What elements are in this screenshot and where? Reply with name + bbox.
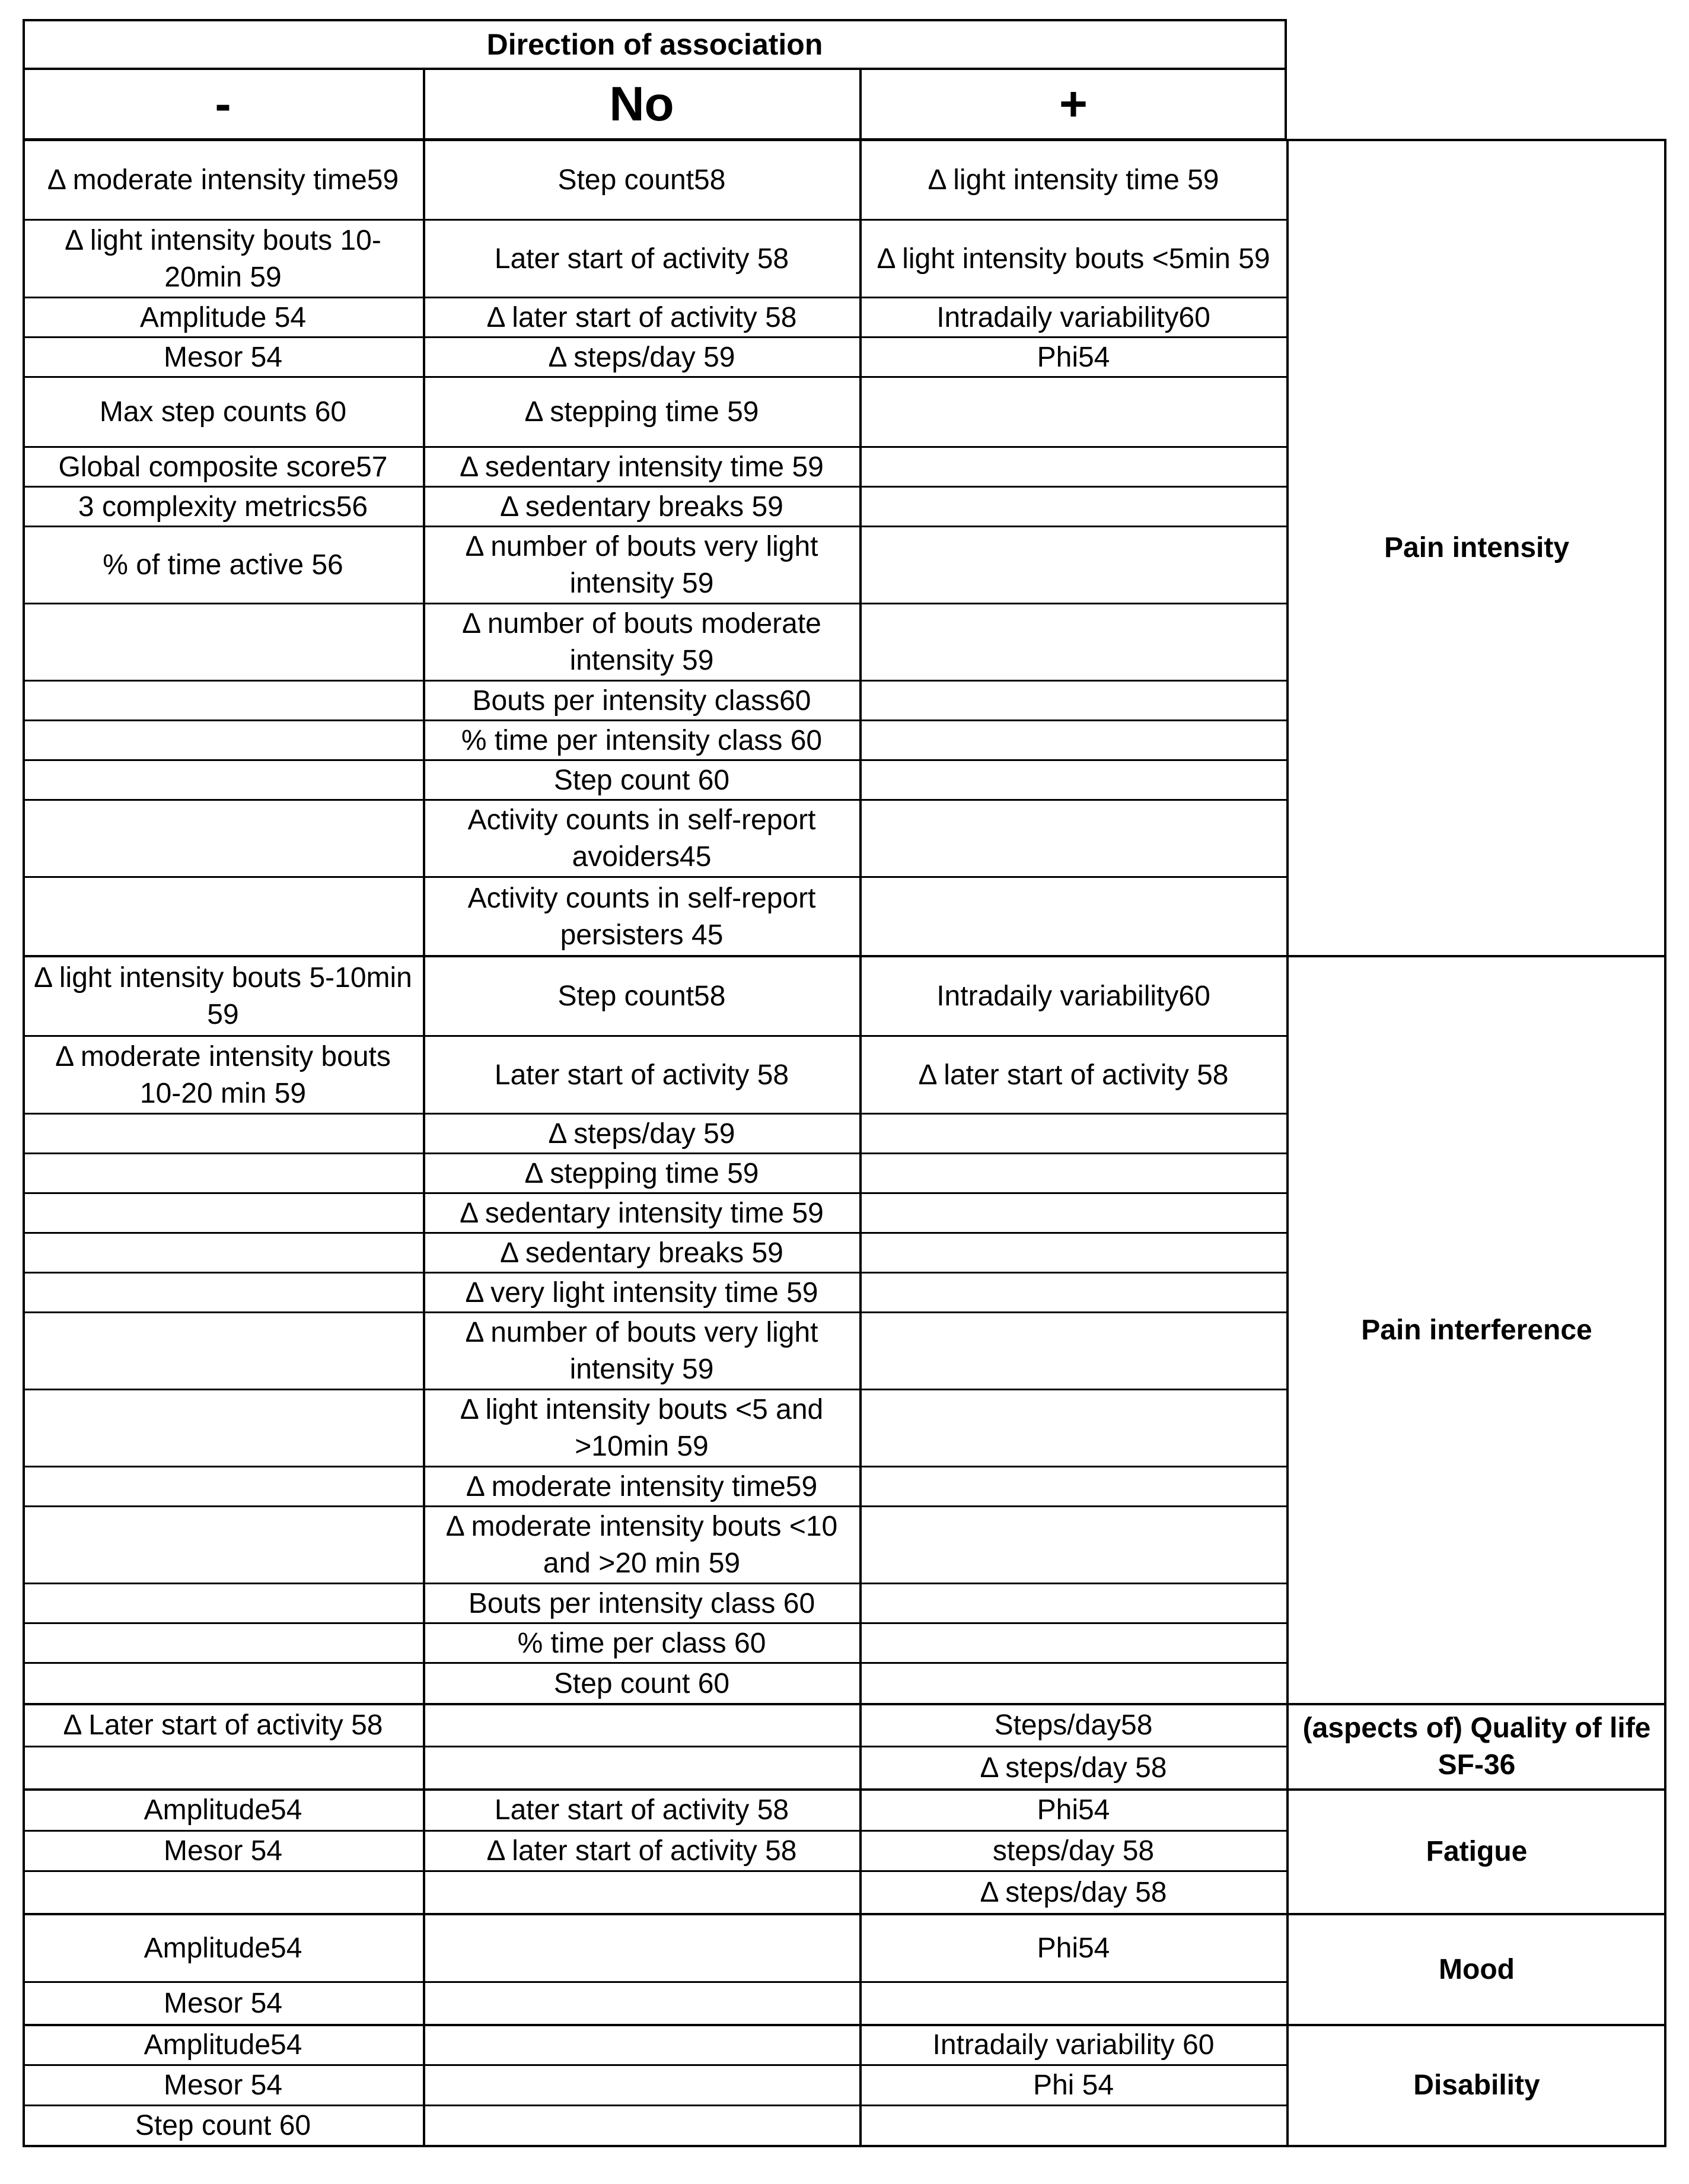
table-cell-no: Step count58 [557,164,726,196]
table-cell-plus: Phi54 [1037,1794,1110,1826]
table-cell-no: Δ number of bouts very light intensity 59 [465,531,818,599]
table-cell-plus [860,1664,1287,1703]
table-cell-minus: Global composite score57 [58,451,388,483]
table-cell-no: Δ number of bouts moderate intensity 59 [462,608,821,676]
outcome-label: Fatigue [1426,1836,1528,1867]
row-line [23,1113,1287,1115]
table-cell-no: Δ moderate intensity bouts <10 and >20 min 59 [445,1511,838,1579]
row-line [23,876,1287,878]
table-cell-plus [860,1585,1287,1622]
table-cell-minus [23,878,423,955]
table-cell-no: Δ steps/day 59 [548,1118,735,1150]
row-line [23,1583,1287,1584]
table-cell-minus: Mesor 54 [163,341,283,373]
row-line [23,526,1287,527]
table-cell-no: Δ number of bouts very light intensity 59 [465,1317,818,1385]
outcome-label: Mood [1439,1953,1515,1985]
row-line [23,680,1287,682]
table-cell-no: Step count 60 [553,1667,730,1699]
table-cell-minus [23,682,423,719]
table-cell-no: Δ stepping time 59 [524,396,759,428]
outcome-label: (aspects of) Quality of life SF-36 [1302,1712,1651,1781]
table-cell-minus [23,801,423,876]
table-cell-no: Δ sedentary intensity time 59 [460,451,824,483]
column-header-plus: + [1059,77,1088,131]
row-line [23,1830,1287,1832]
row-line [23,1389,1287,1390]
table-cell-plus: Δ light intensity bouts <5min 59 [877,243,1270,275]
table-cell-no: Later start of activity 58 [494,1059,789,1091]
table-cell-no: % time per intensity class 60 [461,724,823,756]
table-cell-plus [860,682,1287,719]
table-cell-minus: Amplitude54 [144,1794,302,1826]
table-cell-plus [860,1625,1287,1662]
header-title: Direction of association [486,28,823,61]
table-cell-no [423,1873,860,1913]
row-line [23,376,1287,378]
table-cell-plus: Intradaily variability 60 [932,2029,1215,2061]
table-cell-plus [860,528,1287,603]
table-cell-no: Later start of activity 58 [494,1794,789,1826]
table-cell-no: Δ light intensity bouts <5 and >10min 59 [460,1394,824,1462]
row-line [23,1622,1287,1624]
table-cell-plus [860,878,1287,955]
row-line [23,603,1287,604]
table-cell-plus [860,2107,1287,2145]
table-cell-minus: Mesor 54 [163,1835,283,1867]
table-cell-minus [23,1585,423,1622]
table-cell-plus [860,1274,1287,1311]
table-cell-minus: Amplitude54 [144,2029,302,2061]
table-cell-no [423,1705,860,1746]
table-cell-minus [23,1314,423,1389]
table-cell-plus [860,1155,1287,1192]
table-cell-minus [23,1155,423,1192]
table-cell-minus [23,1195,423,1232]
table-cell-no: Activity counts in self-report avoiders45 [467,804,816,873]
table-cell-minus [23,762,423,799]
row-line [23,1035,1287,1037]
table-cell-no: Δ moderate intensity time59 [466,1470,818,1502]
table-cell-plus: Δ steps/day 58 [980,1877,1167,1908]
row-line [23,1981,1287,1983]
table-cell-minus [23,1274,423,1311]
table-cell-plus [860,378,1287,446]
table-cell-no: Bouts per intensity class60 [472,685,811,717]
table-cell-plus: Phi 54 [1032,2070,1114,2101]
row-line [23,1466,1287,1467]
table-cell-minus [23,605,423,680]
outcome-label: Pain intensity [1384,532,1570,563]
table-cell-plus [860,1115,1287,1153]
row-line [23,1311,1287,1313]
table-cell-plus: Steps/day58 [994,1709,1153,1741]
table-cell-no: Δ later start of activity 58 [486,301,797,333]
row-line [23,1192,1287,1194]
table-cell-minus [23,1391,423,1466]
table-cell-minus: Δ light intensity bouts 5-10min 59 [34,962,412,1030]
row-line [23,2105,1287,2106]
table-cell-minus: 3 complexity metrics56 [78,491,368,523]
row-line [23,1272,1287,1274]
row-line [23,297,1287,298]
table-cell-no [423,2107,860,2145]
table-cell-minus: Δ moderate intensity bouts 10-20 min 59 [55,1040,391,1109]
row-line [23,1662,1287,1664]
table-cell-no: Step count58 [557,980,726,1012]
table-cell-plus [860,1508,1287,1583]
table-cell-plus: steps/day 58 [992,1835,1155,1867]
table-cell-no [423,1748,860,1788]
row-line [23,336,1287,338]
table-cell-no: % time per class 60 [517,1627,766,1659]
table-cell-minus: Δ Later start of activity 58 [63,1709,383,1741]
table-cell-no: Δ sedentary breaks 59 [500,491,783,523]
row-line [23,1505,1287,1507]
table-cell-no [423,2026,860,2064]
table-cell-plus [860,1468,1287,1505]
row-line [23,2064,1287,2066]
row-line [23,759,1287,761]
table-cell-minus [23,1625,423,1662]
table-cell-plus: Δ light intensity time 59 [928,164,1219,196]
table-cell-no: Later start of activity 58 [494,243,789,275]
table-cell-plus [860,488,1287,526]
header-col-line-1 [423,68,425,141]
table-cell-plus: Intradaily variability60 [936,980,1210,1012]
table-cell-plus [860,1195,1287,1232]
table-cell-minus: Δ light intensity bouts 10-20min 59 [65,224,381,293]
outcome-label: Pain interference [1361,1314,1592,1346]
table-cell-plus [860,801,1287,876]
table-cell-no: Δ sedentary breaks 59 [500,1237,783,1269]
table-cell-no: Δ later start of activity 58 [486,1835,797,1867]
table-cell-plus [860,448,1287,486]
header-col-line-2 [859,68,862,141]
table-cell-no: Δ steps/day 59 [548,341,735,373]
column-header-minus: - [215,77,231,131]
row-line [23,799,1287,801]
table-cell-plus: Phi54 [1037,341,1110,373]
table-cell-minus [23,722,423,759]
table-cell-minus: Max step counts 60 [99,396,347,428]
table-cell-minus [23,1748,423,1788]
table-cell-no: Δ sedentary intensity time 59 [460,1197,824,1229]
table-cell-plus [860,722,1287,759]
table-cell-plus [860,762,1287,799]
table-cell-plus [860,605,1287,680]
table-cell-plus: Phi54 [1037,1932,1110,1964]
row-line [23,1153,1287,1154]
table-cell-minus [23,1234,423,1272]
table-cell-no: Δ stepping time 59 [524,1157,759,1189]
table-cell-minus [23,1468,423,1505]
table-cell-minus: Mesor 54 [163,2070,283,2101]
table-cell-minus: % of time active 56 [103,549,343,581]
table-cell-minus: Δ moderate intensity time59 [47,164,399,196]
row-line [23,446,1287,448]
table-cell-no: Activity counts in self-report persisters 45 [467,882,816,951]
table-cell-plus [860,1391,1287,1466]
table-cell-no: Step count 60 [553,764,730,796]
row-line [23,219,1287,221]
table-cell-no [423,2067,860,2105]
table-cell-plus: Δ steps/day 58 [980,1752,1167,1784]
table-cell-minus: Amplitude 54 [139,301,307,333]
row-line [23,486,1287,488]
table-cell-minus [23,1664,423,1703]
table-cell-plus [860,1234,1287,1272]
table-cell-no [423,1984,860,2024]
table-cell-minus [23,1115,423,1153]
table-cell-plus [860,1984,1287,2024]
column-header-no: No [609,77,674,131]
row-line [23,1870,1287,1872]
table-cell-minus [23,1873,423,1913]
table-cell-minus [23,1508,423,1583]
row-line [23,719,1287,721]
table-cell-plus: Intradaily variability60 [936,301,1210,333]
outcome-label: Disability [1413,2070,1540,2101]
table-cell-plus [860,1314,1287,1389]
table-cell-minus: Amplitude54 [144,1932,302,1964]
row-line [23,1746,1287,1747]
row-line [23,1232,1287,1234]
table-cell-minus: Step count 60 [135,2110,311,2141]
table-cell-plus: Δ later start of activity 58 [918,1059,1229,1091]
table-cell-no: Bouts per intensity class 60 [468,1587,815,1619]
table-cell-no: Δ very light intensity time 59 [465,1276,818,1309]
table-cell-no [423,1915,860,1981]
table-cell-minus: Mesor 54 [163,1988,283,2019]
